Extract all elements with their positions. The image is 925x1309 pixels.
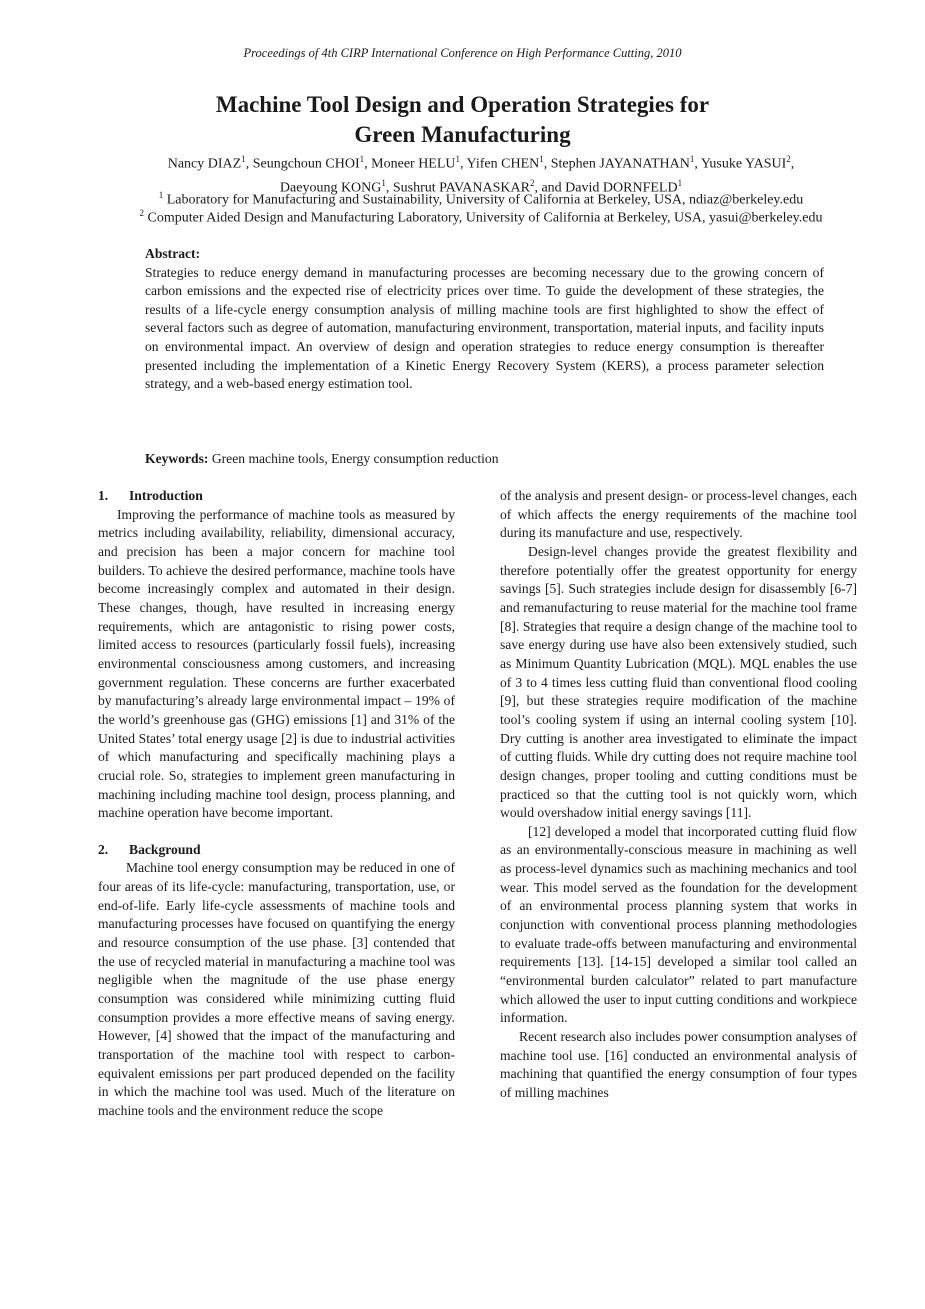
- author: , Yifen CHEN: [460, 156, 540, 172]
- author-sup: 1: [381, 177, 386, 188]
- author: , Seungchoun CHOI: [245, 156, 360, 172]
- author: , Moneer HELU: [364, 156, 456, 172]
- abstract-text: Strategies to reduce energy demand in manufacturing processes are becoming necessary due to the growing concern of carbon emissions and the expected rise of electricity prices over time. To guide the development of these strategies, the results of a life-cycle energy consumption analysis of milling machine tools are first highlighted to show the effect of several factors such as degree of automation, manufacturing environment, transportation, material inputs, and facility inputs on environmental impact. An overview of design and operation strategies to reduce energy consumption is thereafter presented including the implementation of a Kinetic Energy Recovery System (KERS), a process parameter selection strategy, and a web-based energy estimation tool.: [145, 264, 824, 392]
- left-column: [98, 487, 455, 1121]
- affiliation-sup: 2: [139, 208, 144, 218]
- section-title: Introduction: [129, 488, 203, 503]
- title-line-2: Green Manufacturing: [354, 122, 571, 147]
- abstract: [145, 245, 824, 394]
- affiliation-sup: 1: [158, 190, 164, 200]
- background-paragraph: [12] developed a model that incorporated cutting fluid flow as an environmentally-conscious measure in machining as well as process-level dynamics such as machining mechanics and tool wear. This model served as the foundation for the development of an environmental process planning system that works in conjunction with conventional process planning methodologies to evaluate trade-offs between manufacturing and environmental requirements [13]. [14-15] developed a similar tool called an “environmental burden calculator” related to part manufacture which allowed the user to input cutting conditions and workpiece information.: [500, 823, 857, 1026]
- author: , and David DORNFELD: [534, 180, 678, 196]
- author-sup: 2: [786, 154, 791, 164]
- author: , Stephen JAYANATHAN: [543, 156, 690, 172]
- title-line-1: Machine Tool Design and Operation Strategies for: [215, 92, 710, 117]
- author: , Sushrut PAVANASKAR: [385, 180, 530, 196]
- background-paragraph: Machine tool energy consumption may be reduced in one of four areas of its life-cycle: manufacturing, transportation, use, or end-of-life. Early life-cycle assessments of machine tools and manufacturing processes have focused on quantifying the energy and resource consumption of the use phase. [3] contended that the use of recycled material in manufacturing a machine tool was negligible when the magnitude of the use phase energy consumption was considered while minimizing cutting fluid consumption provides a more effective means of saving energy. However, [4] showed that the impact of the manufacturing and transportation of the machine tool with respect to carbon-equivalent emissions per part produced depended on the facility in which the machine tool was used. Much of the literature on machine tools and the environment reduce the scope: [98, 860, 455, 1118]
- abstract-label: Abstract:: [145, 246, 201, 261]
- author-sup: 1: [689, 154, 695, 164]
- author-sup: 1: [455, 154, 461, 164]
- author-sup: 1: [539, 154, 544, 164]
- affiliation-2: [0, 208, 925, 227]
- right-column: [500, 487, 857, 1103]
- section-heading-background: [98, 841, 455, 860]
- keywords-label: Keywords:: [145, 451, 209, 466]
- affiliation-text: Computer Aided Design and Manufacturing Laboratory, University of California at Berkeley, USA, yasui@berkeley.edu: [144, 210, 823, 226]
- section-title: Background: [129, 841, 201, 857]
- conference-header: Proceedings of 4th CIRP International Conference on High Performance Cutting, 2010: [243, 46, 682, 60]
- author-sup: 1: [359, 154, 365, 164]
- author: Nancy DIAZ: [167, 156, 242, 172]
- author-sep: ,: [790, 156, 795, 172]
- author-sup: 1: [241, 154, 246, 164]
- author: Daeyoung KONG: [279, 180, 382, 196]
- section-number: 2.: [98, 841, 109, 857]
- author-sup: 2: [529, 177, 535, 188]
- author-sup: 1: [677, 177, 683, 188]
- background-paragraph: Design-level changes provide the greatest flexibility and therefore potentially offer the greatest opportunity for energy savings [5]. Such strategies include design for disassembly [6-7] and remanufacturing to reuse material for the machine tool frame [8]. Strategies that require a design change of the machine tool to save energy during use have also been extensively studied, such as Minimum Quantity Lubrication (MQL). MQL enables the use of 3 to 4 times less cutting fluid than conventional flood cooling [9], but these strategies require modification of the machine tool’s cooling system if using an internal cooling system [10]. Dry cutting is another area investigated to eliminate the impact of cutting fluids. While dry cutting does not require machine tool design changes, proper tooling and cutting conditions must be practiced so that the cutting tool is not quickly worn, which would overshadow initial energy savings [11].: [500, 543, 857, 821]
- paper-title: [0, 90, 925, 150]
- affiliation-text: Laboratory for Manufacturing and Sustainability, University of California at Berkeley, USA, ndiaz@berkeley.edu: [163, 192, 804, 208]
- background-paragraph-cont: of the analysis and present design- or process-level changes, each of which affects the energy requirements of the machine tool during its manufacture and use, respectively.: [500, 488, 857, 541]
- keywords-text: Green machine tools, Energy consumption reduction: [208, 451, 499, 466]
- author: , Yusuke YASUI: [694, 156, 787, 172]
- affiliation-1: [0, 190, 925, 209]
- intro-paragraph: Improving the performance of machine tools as measured by metrics including availability, reliability, dimensional accuracy, and precision has been a major concern for machine tool builders. To achieve the desired performance, machine tools have become increasingly complex and automated in their design. These changes, though, have resulted in increasing energy requirements, which are antagonistic to rising power costs, limited access to resources (particularly fossil fuels), increasing environmental consciousness among customers, and increasing government regulation. These concerns are further exacerbated by manufacturing’s already large environmental impact – 19% of the world’s greenhouse gas (GHG) emissions [1] and 31% of the United States’ total energy usage [2] is due to industrial activities of which manufacturing and specifically machining plays a crucial role. So, strategies to implement green manufacturing in machining including machine tool design, process planning, and machine operation have become important.: [98, 506, 455, 821]
- keywords: [145, 451, 824, 467]
- section-number: 1.: [98, 488, 109, 503]
- section-heading-introduction: [98, 487, 455, 506]
- background-paragraph: Recent research also includes power consumption analyses of machine tool use. [16] conducted an environmental analysis of machining that quantified the energy consumption of four types of milling machines: [500, 1029, 857, 1100]
